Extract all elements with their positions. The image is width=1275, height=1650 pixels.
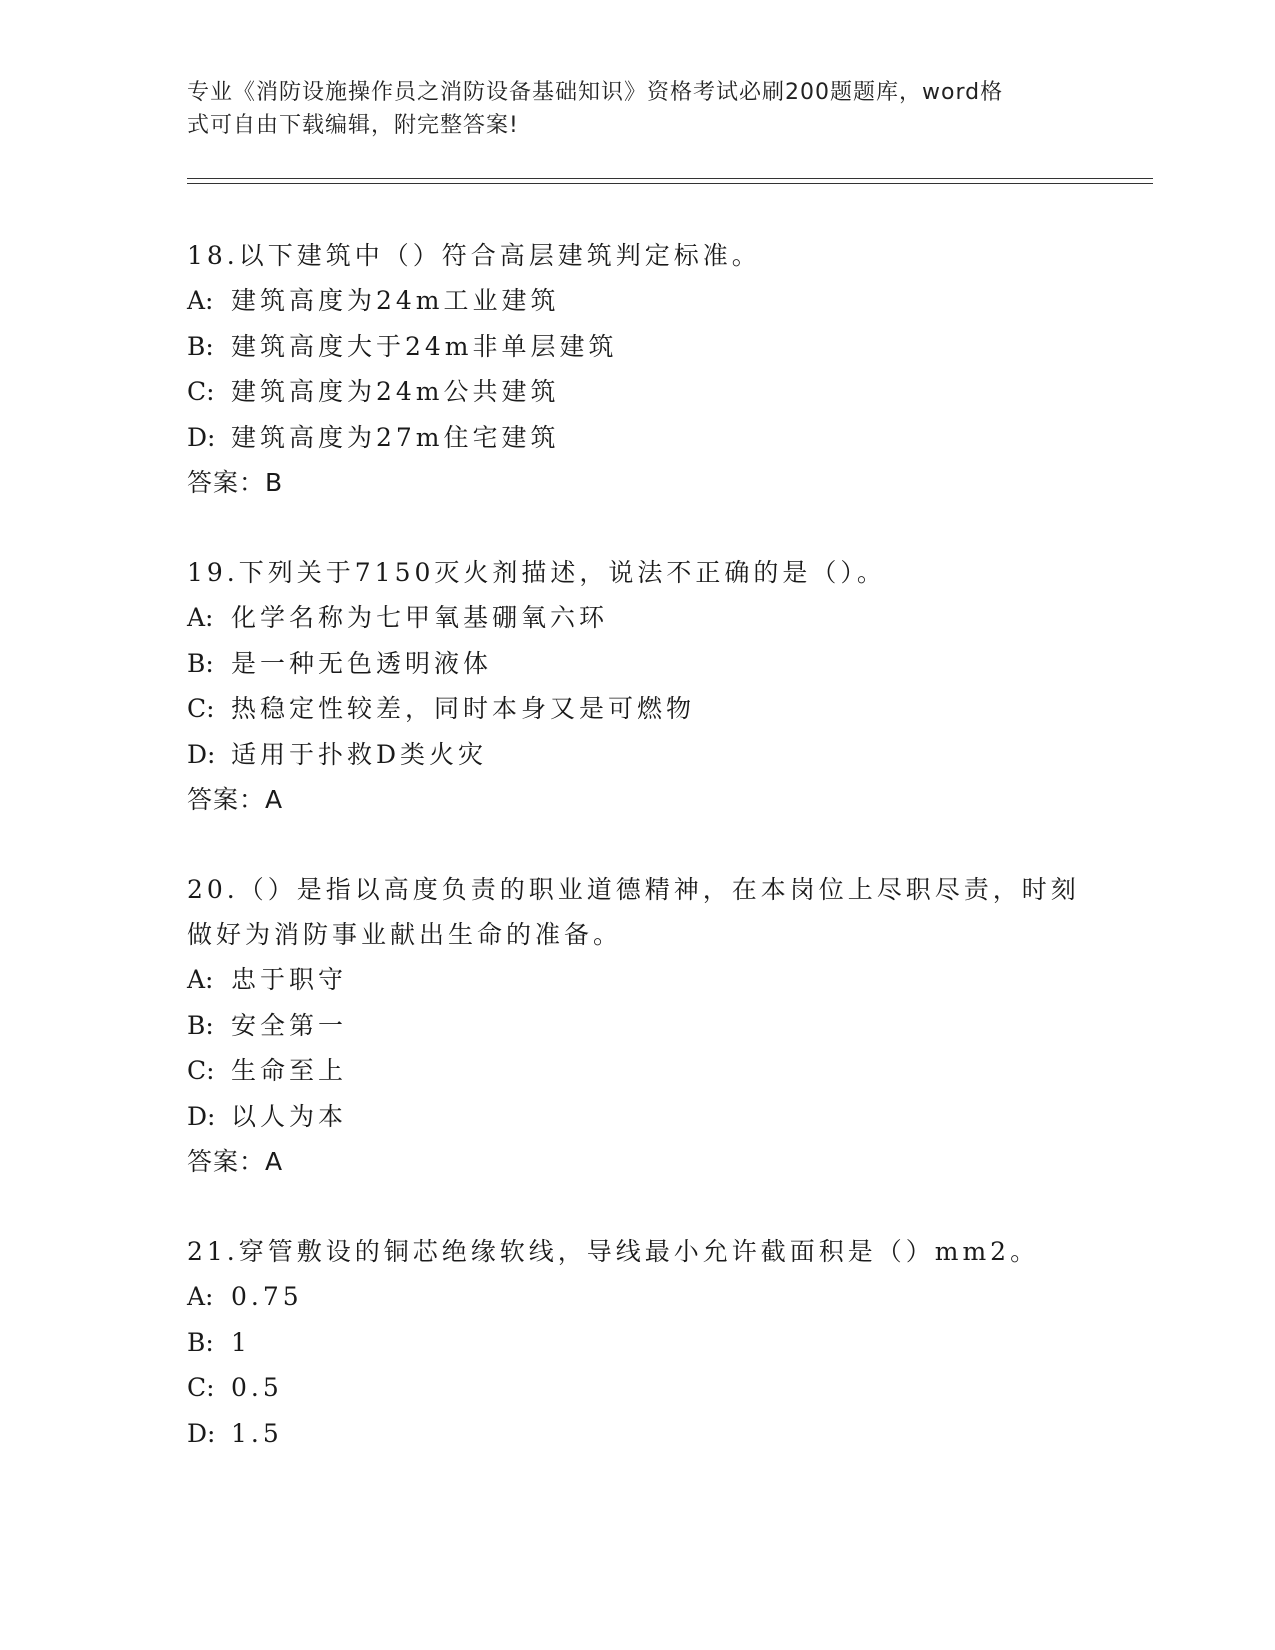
option-text: 以人为本 xyxy=(231,1101,348,1131)
option-text: 1 xyxy=(231,1327,251,1357)
option-text: 生命至上 xyxy=(231,1056,348,1085)
question-stem: 21.穿管敷设的铜芯绝缘软线，导线最小允许截面积是（）mm2。 xyxy=(187,1237,1040,1266)
option-letter: A: xyxy=(187,965,214,994)
option-c xyxy=(187,686,1087,732)
option-letter: D: xyxy=(187,739,216,769)
option-letter: A: xyxy=(187,286,214,315)
option-b xyxy=(187,641,1087,687)
option-a xyxy=(187,278,1087,324)
question-21 xyxy=(187,1229,1087,1456)
question-19 xyxy=(187,550,1087,822)
option-letter: C: xyxy=(187,377,215,406)
option-letter: D: xyxy=(187,422,216,452)
option-text: 忠于职守 xyxy=(231,965,348,994)
option-a xyxy=(187,1274,1087,1320)
option-letter: A: xyxy=(187,1282,214,1311)
answer-line: 答案：A xyxy=(187,1147,284,1176)
option-letter: A: xyxy=(187,603,214,632)
option-letter: C: xyxy=(187,1056,215,1085)
option-text: 化学名称为七甲氧基硼氧六环 xyxy=(231,603,609,632)
question-stem: 20.（）是指以高度负责的职业道德精神，在本岗位上尽职尽责，时刻做好为消防事业献出生命的准备。 xyxy=(187,875,1080,949)
option-text: 建筑高度大于24m非单层建筑 xyxy=(231,331,618,361)
option-letter: B: xyxy=(187,331,214,361)
header-divider-bottom xyxy=(187,183,1153,184)
option-b xyxy=(187,1320,1087,1366)
question-stem: 19.下列关于7150灭火剂描述，说法不正确的是（）。 xyxy=(187,558,886,587)
option-b xyxy=(187,1003,1087,1049)
answer-line: 答案：A xyxy=(187,785,284,814)
option-a xyxy=(187,595,1087,641)
option-text: 热稳定性较差，同时本身又是可燃物 xyxy=(231,694,696,723)
option-text: 建筑高度为27m住宅建筑 xyxy=(231,422,560,452)
option-a xyxy=(187,957,1087,1003)
header-line-2: 式可自由下载编辑，附完整答案! xyxy=(187,113,519,138)
option-text: 是一种无色透明液体 xyxy=(231,648,493,678)
document-header xyxy=(187,76,1067,142)
option-text: 适用于扑救D类火灾 xyxy=(231,739,488,769)
option-c xyxy=(187,1048,1087,1094)
option-letter: B: xyxy=(187,1327,214,1357)
option-text: 0.75 xyxy=(231,1282,303,1311)
option-letter: D: xyxy=(187,1418,216,1448)
option-d xyxy=(187,1094,1087,1140)
question-list xyxy=(187,233,1087,1501)
question-stem: 18.以下建筑中（）符合高层建筑判定标准。 xyxy=(187,241,761,270)
option-letter: C: xyxy=(187,1373,215,1402)
option-letter: B: xyxy=(187,1010,214,1040)
option-text: 1.5 xyxy=(231,1418,283,1448)
question-18 xyxy=(187,233,1087,505)
option-text: 0.5 xyxy=(231,1373,283,1402)
option-text: 建筑高度为24m工业建筑 xyxy=(231,286,560,315)
option-d xyxy=(187,415,1087,461)
option-c xyxy=(187,369,1087,415)
option-letter: B: xyxy=(187,648,214,678)
option-letter: D: xyxy=(187,1101,216,1131)
header-line-1: 专业《消防设施操作员之消防设备基础知识》资格考试必刷200题题库，word格 xyxy=(187,80,1004,105)
question-20 xyxy=(187,867,1087,1184)
header-divider-top xyxy=(187,178,1153,179)
option-letter: C: xyxy=(187,694,215,723)
option-d xyxy=(187,732,1087,778)
option-b xyxy=(187,324,1087,370)
option-c xyxy=(187,1365,1087,1411)
option-text: 建筑高度为24m公共建筑 xyxy=(231,377,560,406)
option-d xyxy=(187,1411,1087,1457)
option-text: 安全第一 xyxy=(231,1010,348,1040)
answer-line: 答案：B xyxy=(187,468,284,497)
